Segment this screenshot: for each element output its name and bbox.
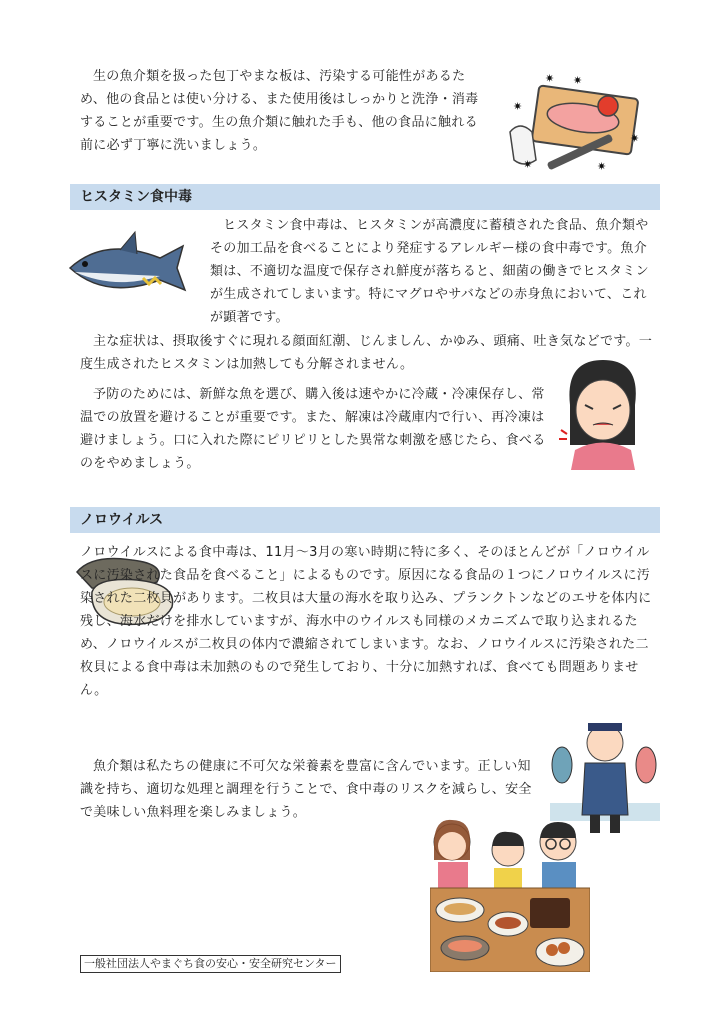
family-meal-illustration — [430, 812, 590, 972]
norovirus-paragraph: ノロウイルスによる食中毒は、11月〜3月の寒い時期に特に多く、そのほとんどが「ノロウイルスに汚染された食品を食べること」によるものです。原因になる食品の１つにノロウイルスに汚染された二枚貝があります。二枚貝は大量の海水を取り込み、プランクトンなどのエサを体内に残し、海水だけを排水していますが、海水中のウイルスも同様のメカニズムで取り込まれるため、ノロウイルスが二枚貝の体内で濃縮されてしまいます。なお、ノロウイルスに汚染された二枚貝による食中毒は未加熱のもので発生しており、十分に加熱すれば、食べても問題ありません。 — [80, 545, 652, 698]
histamine-paragraph-1: ヒスタミン食中毒は、ヒスタミンが高濃度に蓄積された食品、魚介類やその加工品を食べることにより発症するアレルギー様の食中毒です。魚介類は、不適切な温度で保存され鮮度が落ちると、細菌の働きでヒスタミンが生成されてしまいます。特にマグロやサバなどの赤身魚において、これが顕著です。 — [210, 218, 649, 325]
svg-text:✷: ✷ — [597, 160, 607, 173]
tuna-illustration — [65, 228, 200, 308]
histamine-paragraph-2: 主な症状は、摂取後すぐに現れる顔面紅潮、じんましん、かゆみ、頭痛、吐き気などです。一度生成されたヒスタミンは加熱しても分解されません。 — [80, 334, 653, 372]
svg-text:✷: ✷ — [545, 72, 555, 85]
girl-allergy-illustration — [555, 355, 650, 470]
svg-text:✷: ✷ — [513, 100, 523, 113]
section-heading-norovirus: ノロウイルス — [70, 507, 660, 533]
svg-text:✷: ✷ — [523, 158, 533, 171]
svg-text:✷: ✷ — [630, 132, 640, 145]
intro-paragraph: 生の魚介類を扱った包丁やまな板は、汚染する可能性があるため、他の食品とは使い分ける、また使用後はしっかりと洗浄・消毒することが重要です。生の魚介類に触れた手も、他の食品に触れる前に必ず丁寧に洗いましょう。 — [80, 69, 479, 153]
histamine-paragraph-3: 予防のためには、新鮮な魚を選び、購入後は速やかに冷蔵・冷凍保存し、常温での放置を避けることが重要です。また、解凍は冷蔵庫内で行い、再冷凍は避けましょう。口に入れた際にピリピリとした異常な刺激を感じたら、食べるのをやめましょう。 — [80, 387, 546, 471]
cutting-board-illustration — [505, 70, 645, 185]
footer-organization: 一般社団法人やまぐち食の安心・安全研究センター — [80, 955, 341, 973]
closing-paragraph: 魚介類は私たちの健康に不可欠な栄養素を豊富に含んでいます。正しい知識を持ち、適切な処理と調理を行うことで、食中毒のリスクを減らし、安全で美味しい魚料理を楽しみましょう。 — [80, 759, 532, 820]
svg-text:✷: ✷ — [573, 74, 583, 87]
section-heading-histamine: ヒスタミン食中毒 — [70, 184, 660, 210]
